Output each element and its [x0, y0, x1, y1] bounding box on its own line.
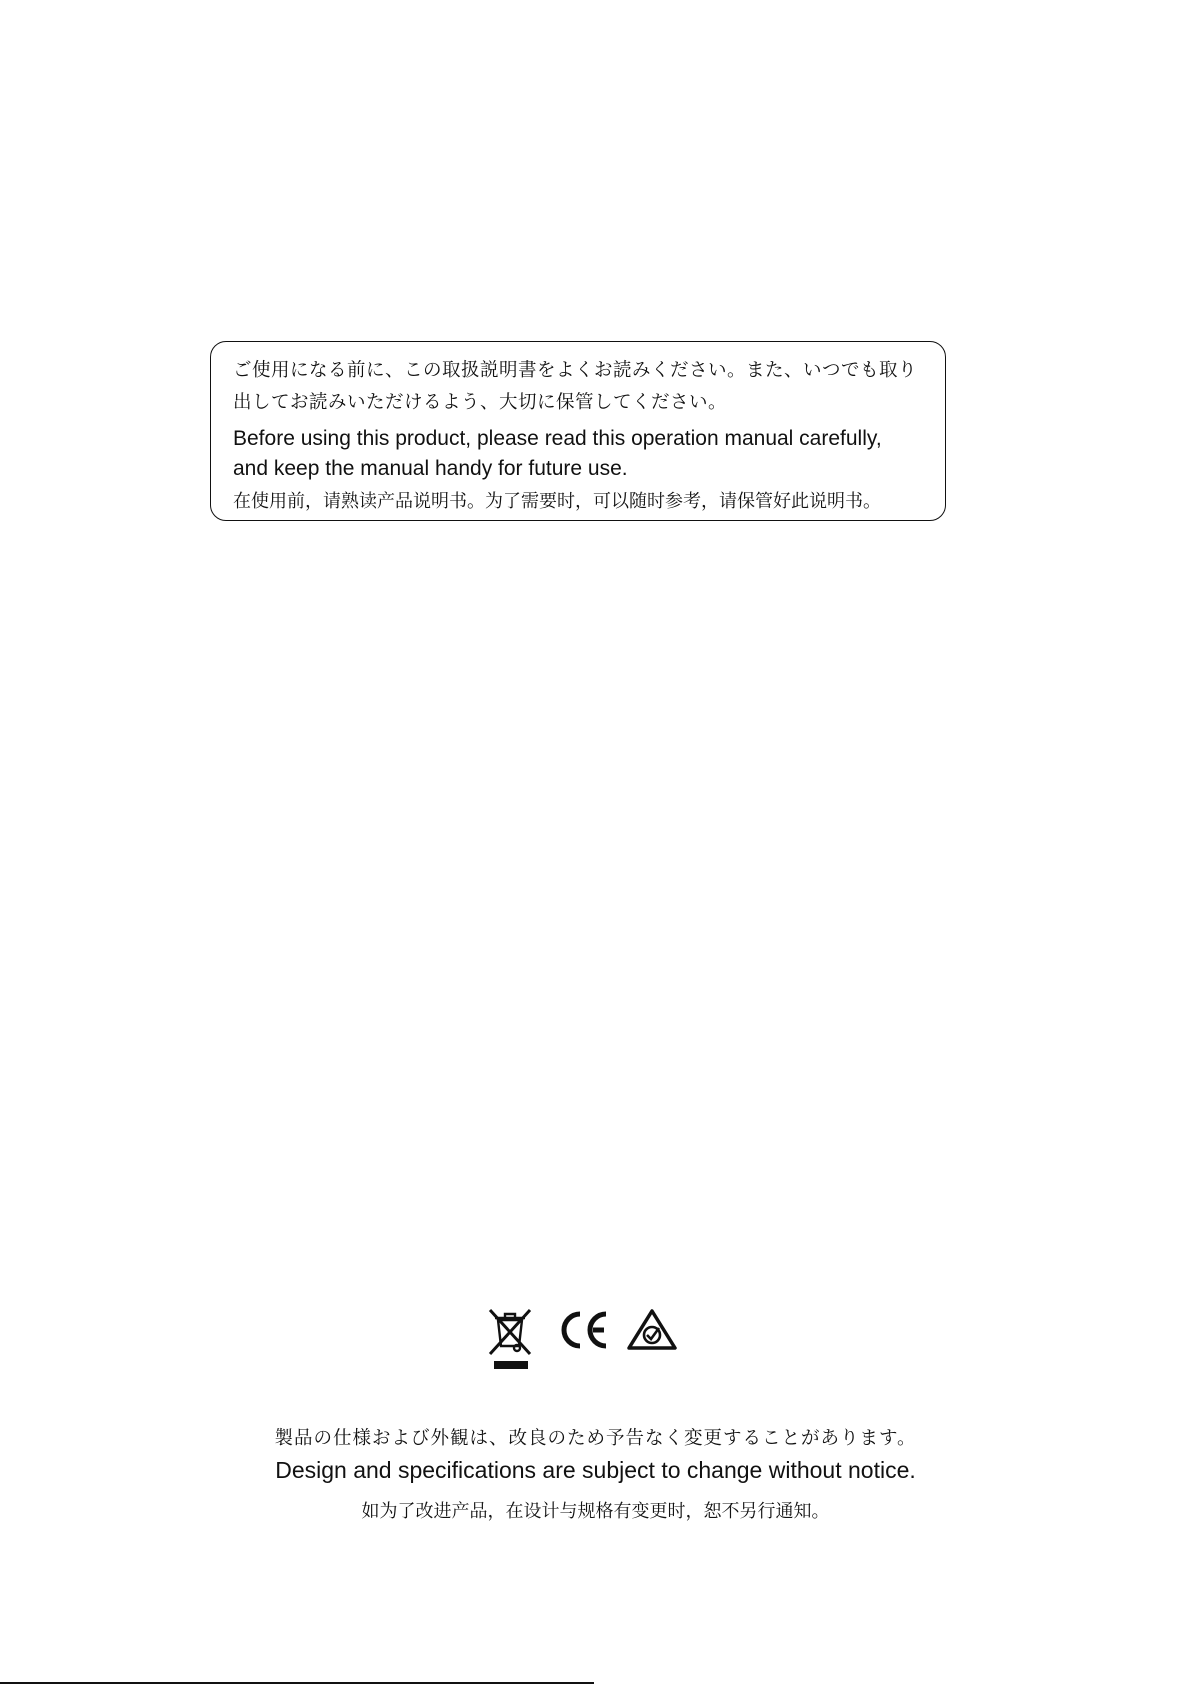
notice-en-line-2: and keep the manual handy for future use.	[233, 457, 628, 480]
compliance-marks	[482, 1306, 682, 1372]
bottom-rule	[0, 1682, 594, 1684]
weee-crossed-bin-icon	[486, 1306, 534, 1372]
footer-zh: 如为了改进产品，在设计与规格有变更时，恕不另行通知。	[361, 1501, 830, 1522]
notice-jp-line-2: 出してお読みいただけるよう、大切に保管してください。	[233, 392, 728, 413]
notice-zh-line: 在使用前，请熟读产品说明书。为了需要时，可以随时参考，请保管好此说明书。	[233, 491, 881, 512]
notice-en-block	[233, 424, 927, 484]
notice-en-line-1: Before using this product, please read this operation manual carefully,	[233, 427, 882, 450]
footer-jp: 製品の仕様および外観は、改良のため予告なく変更することがあります。	[274, 1428, 917, 1449]
footer-en: Design and specifications are subject to change without notice.	[275, 1457, 916, 1483]
notice-box	[210, 341, 946, 521]
rcm-mark-icon	[626, 1308, 678, 1352]
ce-mark-icon	[556, 1310, 610, 1350]
notice-jp-line-1: ご使用になる前に、この取扱説明書をよくお読みください。また、いつでも取り	[233, 360, 918, 381]
